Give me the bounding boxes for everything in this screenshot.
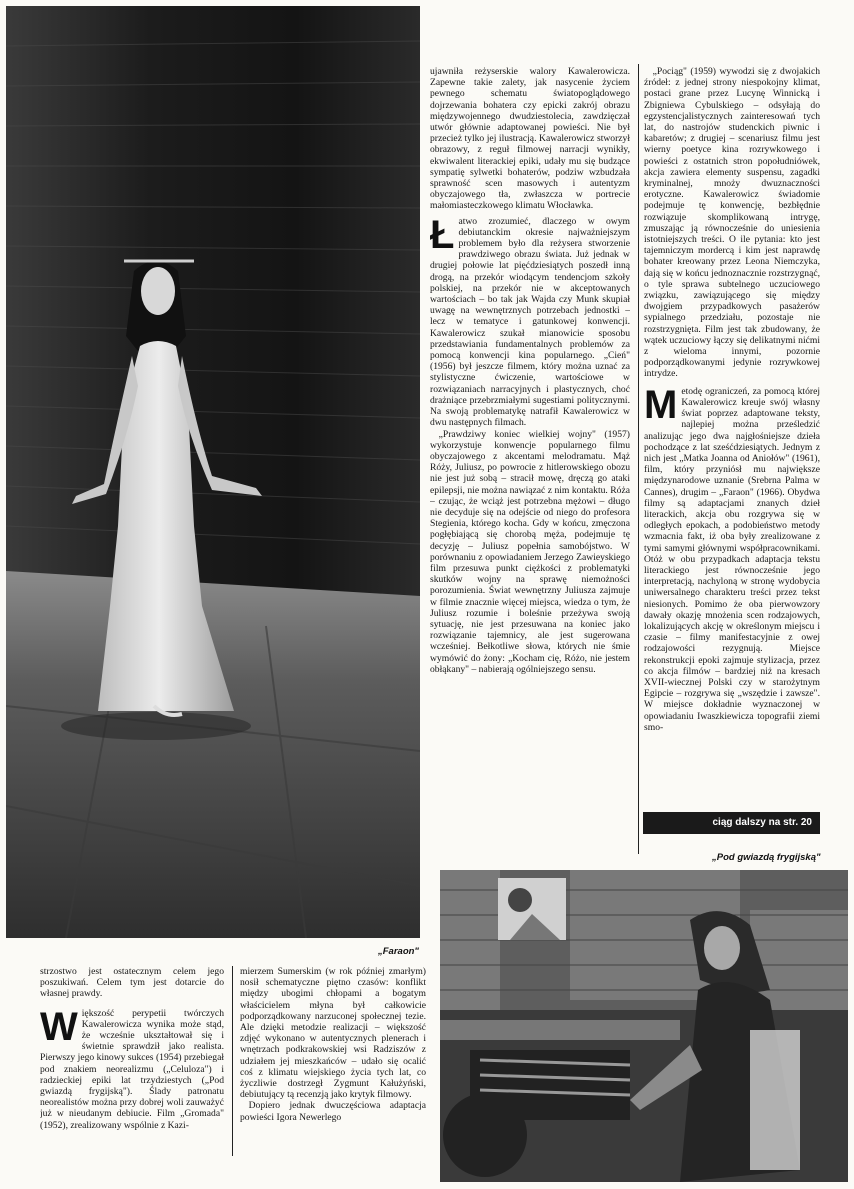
dropcap: Ł (430, 212, 455, 257)
paragraph-text: iększość perypetii twórczych Kawalerowicza wynika może stąd, że wcześnie ukształtował się i świetnie sprawdził jako realista. Pierwszy jego kinowy sukces (1954) przebiegał pod znakiem neorealizmu („Celuloza") i radzieckiej epiki lat trzydziestych („Pod gwiazdą frygijską"). Ślady patronatu neorealistów można przy dobrej woli zauważyć już w nieudanym debiucie. Film „Gromada" (1952), zrealizowany wspólnie z Kazi- (40, 1007, 224, 1131)
photo-faraon-image (6, 6, 420, 938)
dropcap: W (40, 1004, 78, 1049)
paragraph-dropcap (430, 212, 630, 429)
continuation-box: ciąg dalszy na str. 20 (643, 812, 820, 834)
dropcap: M (644, 382, 678, 427)
column-divider-bottom (232, 966, 233, 1156)
paragraph-text: etodę ograniczeń, za pomocą której Kawalerowicz kreuje swój własny świat poprzez adaptowane teksty, najlepiej można prześledzić analizując jego dwa najgłośniejsze dzieła pochodzące z lat sześćdziesiątych. Jednym z nich jest „Matka Joanna od Aniołów" (1961), film, który przyniósł mu największe międzynarodowe uznanie (Srebrna Palma w Cannes), drugim – „Faraon" (1966). Obydwa filmy są adaptacjami znanych dzieł literackich, akcja obu rozgrywa się w odległych epokach, a podobieństwo metody wzmacnia fakt, iż oba były zrealizowane z tymi samymi głównymi współpracownikami. Otóż w obu przypadkach adaptacja tekstu literackiego jest równocześnie jego interpretacją, nachyloną w stronę wydobycia uniwersalnego charakteru treści przez tekst niesionych. Pomimo że oba pierwowzory dawały okazję mnożenia scen rodzajowych, lokalizujących akcję w określonym miejscu i czasie – filmy manifestacyjnie z owej rodzajowości rezygnują. Miejsce rekonstrukcji epoki zajmuje stylizacja, przez co akcja filmów – bardziej niż na kresach XVII-wiecznej Polski czy w starożytnym Egipcie – rozgrywa się „wszędzie i zawsze". W miejsce dokładnie wyznaczonej w opowiadaniu Iwaszkiewicza topografii ziemi smo- (644, 385, 820, 733)
paragraph-text: atwo zrozumieć, dlaczego w owym debiutanckim okresie najważniejszym problemem było dla reżysera stworzenie prawdziwego obrazu świata. Już jednak w drugiej połowie lat pięćdziesiątych poszedł inną drogą, na przekór wiodącym tendencjom szkoły polskiej, na przekór nie w akceptowanych wartościach – bo tak jak Wajda czy Munk skupiał uwagę na wewnętrznych potrzebach jednostki – lecz w tematyce i gatunkowej konwencji. Kawalerowicz szukał mianowicie sposobu przedstawiania fundamentalnych problemów za pomocą konwencji kina popularnego. „Cień" (1956) był jeszcze filmem, który można uznać za stylistyczne ćwiczenie, wartościowe w rozwiązaniach narracyjnych i plastycznych, choć drażniące przebrzmiałymi sugestiami politycznymi. Na swoją problematykę natrafił Kawalerowicz w dwu następnych filmach. (430, 215, 630, 429)
column-bottom-left (40, 966, 224, 1160)
photo-pod-gwiazda (440, 870, 848, 1182)
column-divider (638, 64, 639, 854)
paragraph: „Prawdziwy koniec wielkiej wojny" (1957) wykorzystuje konwencje popularnego filmu obyczajowego z akcentami melodramatu. Mąż Róży, Juliusz, po powrocie z hitlerowskiego obozu nie jest już sobą – stracił mowę, dręczą go ataki epilepsji, nie można nawiązać z nim kontaktu. Róża – czując, że wciąż jest potrzebna mężowi – długo nie decyduje się na odejście od niego do profesora Stegienia, którego kocha. Gdy w końcu, zmęczona pogłębiającą się chorobą męża, podejmuje tę decyzję – Juliusz popełnia samobójstwo. W porównaniu z opowiadaniem Jerzego Zawieyskiego film przesuwa punkt ciężkości z problematyki skutków wojny na sprawę niemożności porozumienia. Świat wewnętrzny Juliusza zajmuje w filmie znacznie więcej miejsca, wiedza o tym, że Juliusz rozumie i boleśnie przeżywa swoją sytuację, nie jest przesuwana na koniec jako rozwiązanie tajemnicy, ale jest sugerowana wcześniej. Bełkotliwe słowa, których nie śmie wymówić do żony: „Kocham cię, Różo, nie jestem obłąkany" – nabierają ogólniejszego sensu. (430, 428, 630, 675)
paragraph-dropcap (40, 1004, 224, 1131)
column-right (644, 66, 820, 808)
paragraph: mierzem Sumerskim (w rok później zmarłym) nosił schematyczne piętno czasów: konflikt między ubogimi chłopami a bogatym właścicielem młyna był całkowicie podporządkowany narzuconej społecznej tezie. Ale dzięki metodzie realizacji – większość zdjęć wykonano w autentycznych plenerach i wnętrzach podkrakowskiej wsi Radziszów z udziałem jej mieszkańców – udało się ocalić coś z klimatu wiejskiego życia tych lat, co życzliwie dostrzegł Zygmunt Kałużyński, debiutujący tą recenzją jako krytyk filmowy. (240, 966, 426, 1101)
paragraph: strzostwo jest ostatecznym celem jego poszukiwań. Celem tym jest dotarcie do własnej prawdy. (40, 966, 224, 1000)
paragraph: ujawniła reżyserskie walory Kawalerowicza. Zapewne takie zalety, jak nasycenie życiem pewnego schematu światopoglądowego dojrzewania bohatera czy epicki zakrój obrazu międzywojennego dwudziestolecia, zawdzięczał utwór głównie adaptowanej powieści. Nie był przecież tylko jej ilustracją. Kawalerowicz stworzył obrazowy, z reguł filmowej narracji wynikły, ekwiwalent literackiej epiki, udały mu się budzące sympatię sylwetki bohaterów, podziw wzbudzała sprawność scen masowych i autentyzm obyczajowego tła, zwłaszcza w portrecie małomiasteczkowego klimatu Włocławka. (430, 66, 630, 212)
caption-faraon: „Faraon" (378, 946, 419, 957)
column-bottom-center (240, 966, 426, 1160)
paragraph: Dopiero jednak dwuczęściowa adaptacja powieści Igora Newerlego (240, 1100, 426, 1123)
caption-pod-gwiazda: „Pod gwiazdą frygijską" (712, 852, 821, 863)
paragraph-dropcap (644, 382, 820, 733)
column-middle (430, 66, 630, 856)
photo-pod-gwiazda-image (440, 870, 848, 1182)
paragraph: „Pociąg" (1959) wywodzi się z dwojakich źródeł: z jednej strony niespokojny klimat, postaci grane przez Lucynę Winnicką i Zbigniewa Cybulskiego – odsyłają do egzystencjalistycznych zainteresowań tych lat, do nastrojów studenckich piwnic i kabaretów; z drugiej – scenariusz filmu jest wierny poetyce kina rozrywkowego i powieści z ostatnich stron popołudniówek, akcja zawiera elementy suspensu, zagadki kryminalnej, mnoży dwuznaczności erotyczne. Kawalerowicz świadomie podejmuje tę konwencję, bezbłędnie rozwiązuje skomplikowaną intrygę, zmuszając ją równocześnie do uniesienia istotniejszych treści. O ile pytania: kto jest tajemniczym mordercą i kim jest naprawdę bohater kreowany przez Leona Niemczyka, dają się w końcu jednoznacznie rozstrzygnąć, o tyle sprawa subtelnego uczuciowego związku, zawiązującego się między dwojgiem przypadkowych pasażerów sypialnego przedziału, pozostaje nie rozstrzygnięta. Film jest tak zbudowany, że wątek uczuciowy łączy się delikatnymi nićmi z wieloma innymi, pozornie podporządkowanymi jedynie rozrywkowej intrydze. (644, 66, 820, 380)
photo-faraon (6, 6, 420, 938)
